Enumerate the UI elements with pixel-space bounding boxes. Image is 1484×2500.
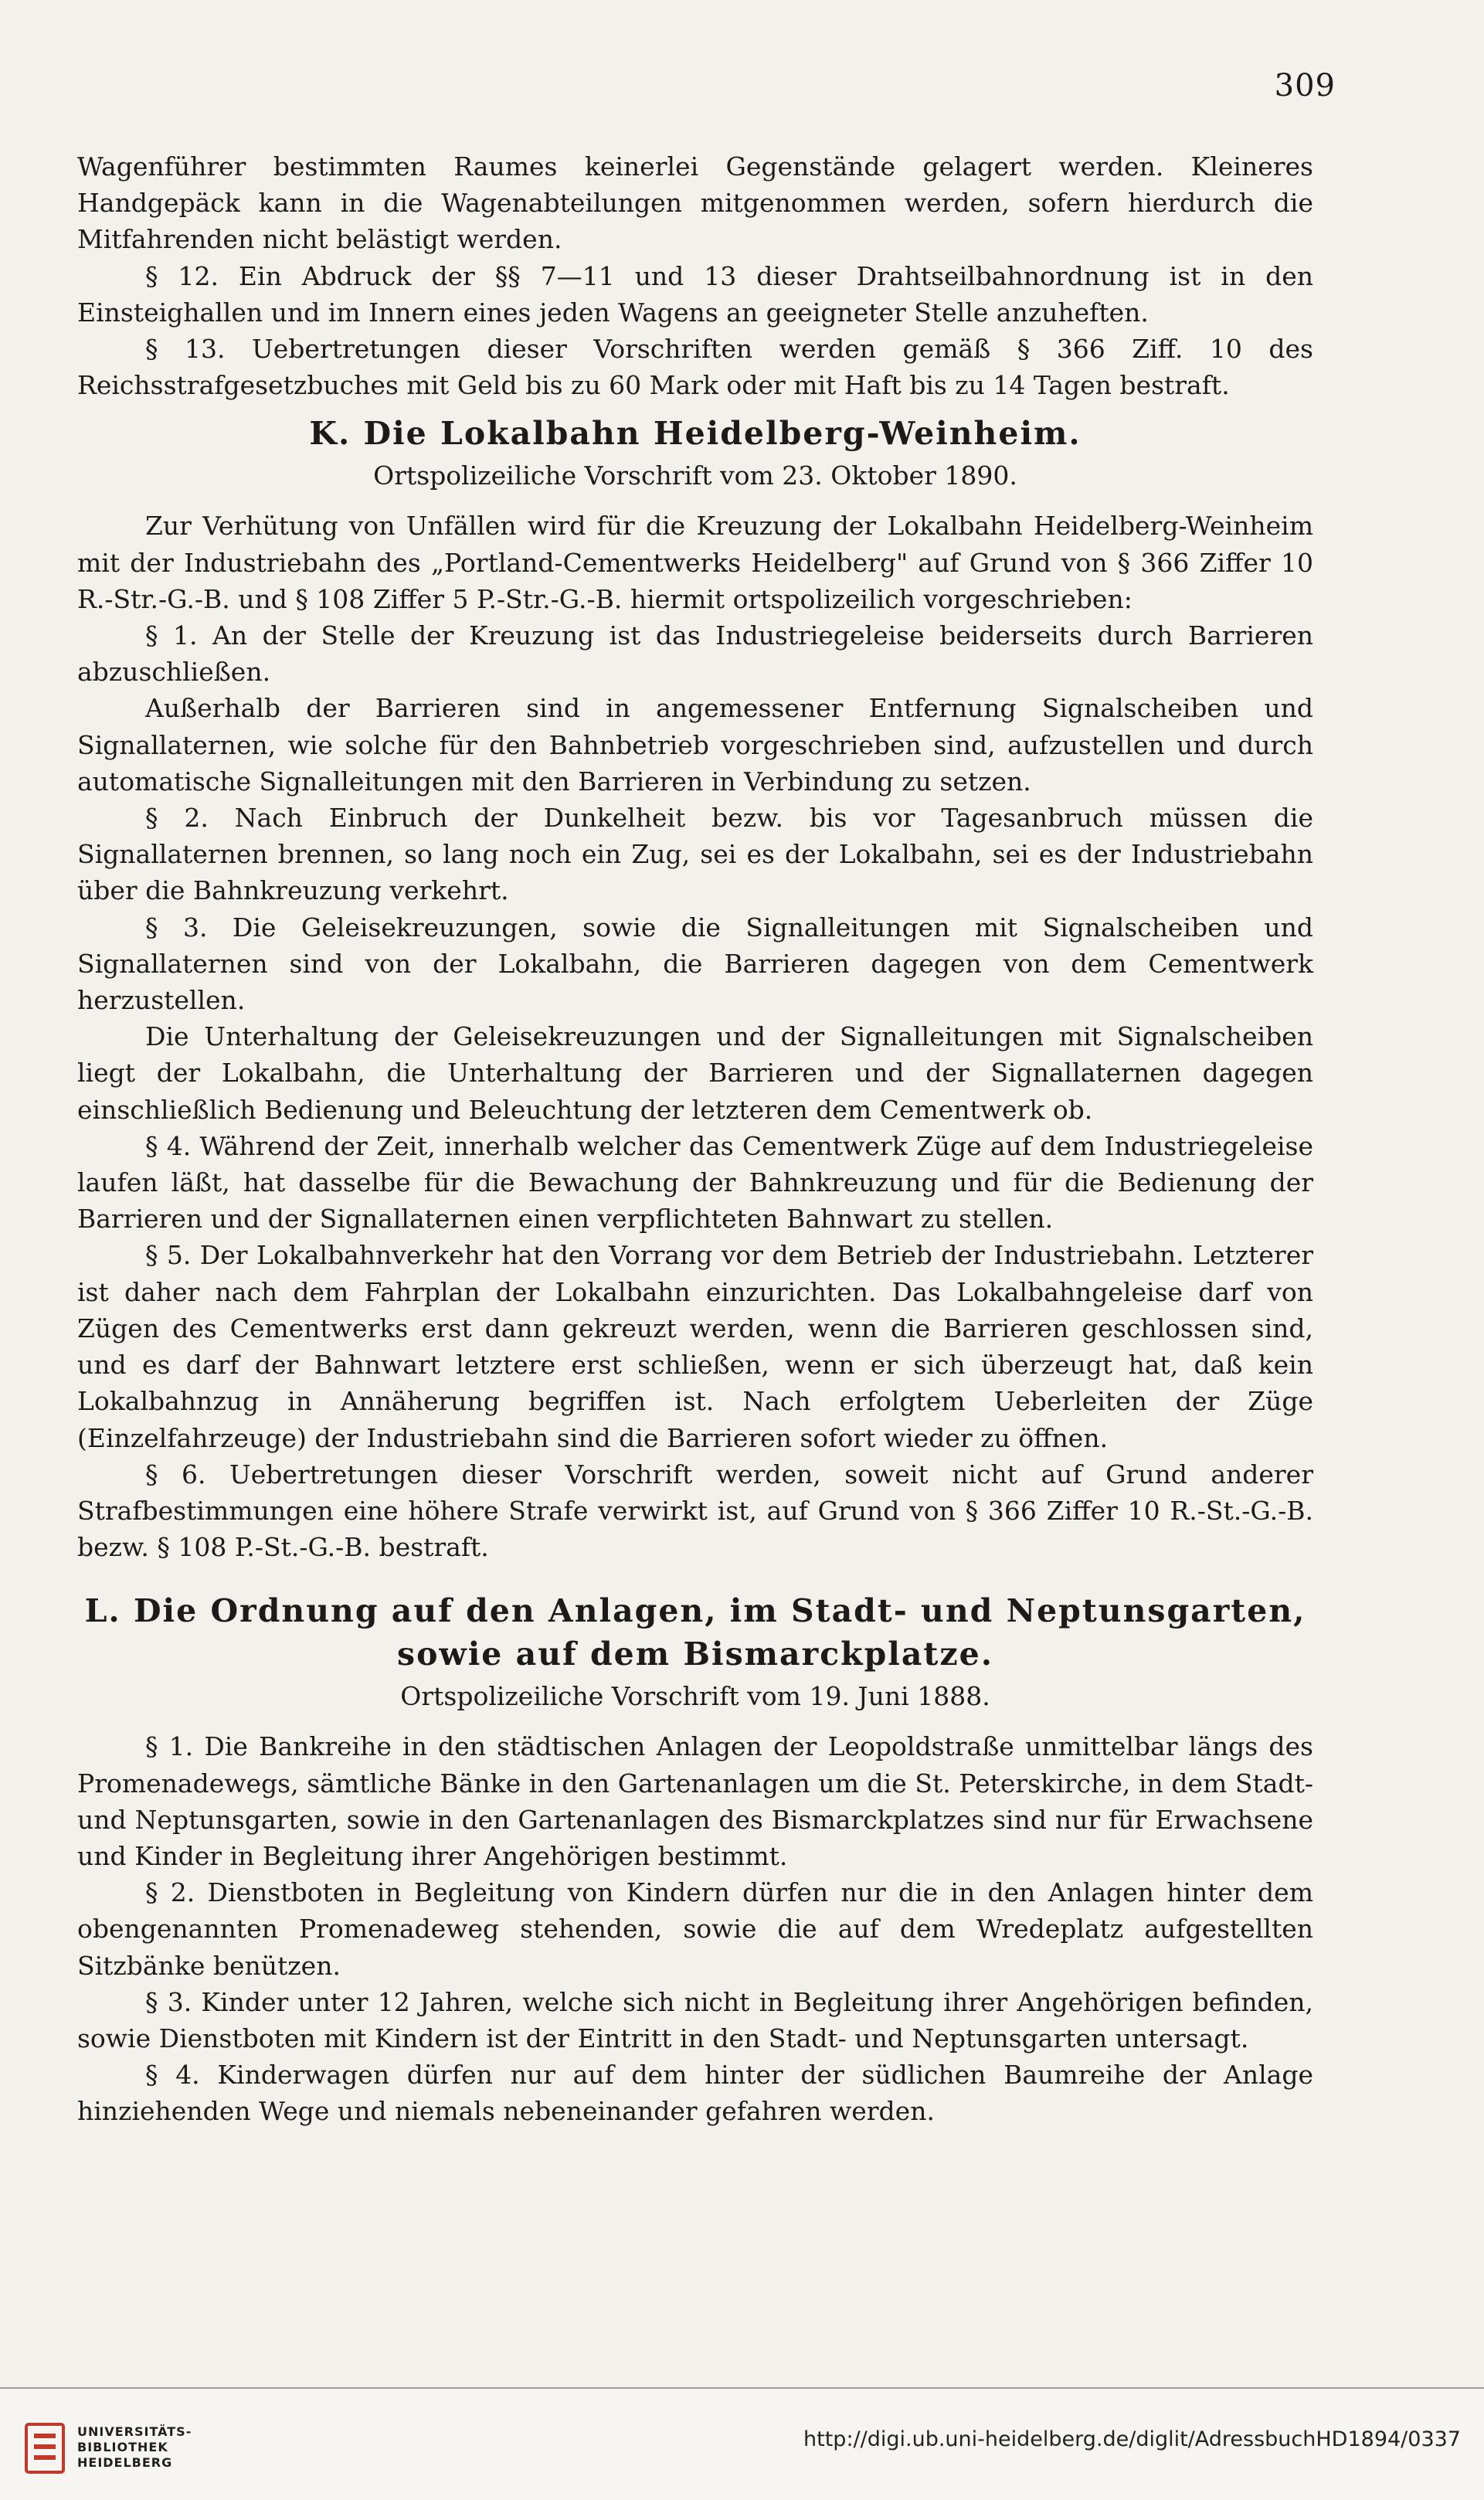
library-name: [77, 2424, 192, 2471]
library-name-line-1: UNIVERSITÄTS-: [77, 2424, 192, 2439]
section-l-para-3: § 3. Kinder unter 12 Jahren, welche sich nicht in Begleitung ihrer Angehörigen befinden, sowie Dienstboten mit Kindern ist der Eintritt in den Stadt- und Neptunsgarten untersagt.: [77, 1986, 1313, 2053]
footer-bar: [0, 2387, 1484, 2500]
section-l-para-1: § 1. Die Bankreihe in den städtischen Anlagen der Leopoldstraße unmittelbar längs des Promenadewegs, sämtliche Bänke in den Gartenanlagen um die St. Peterskirche, in dem Stadt- und Neptunsgarten, sowie in den Gartenanlagen des Bismarckplatzes sind nur für Erwachsene und Kinder in Begleitung ihrer Angehörigen bestimmt.: [77, 1731, 1313, 1871]
section-k-intro: Zur Verhütung von Unfällen wird für die Kreuzung der Lokalbahn Heidelberg-Weinheim mit der Industriebahn des „Portland-Cementwerks Heidelberg" auf Grund von § 366 Ziffer 10 R.-Str.-G.-B. und § 108 Ziffer 5 P.-Str.-G.-B. hiermit ortspolizeilich vorgeschrieben:: [77, 511, 1313, 614]
section-k-para-1: § 1. An der Stelle der Kreuzung ist das Industriegeleise beiderseits durch Barrieren abzuschließen.: [77, 620, 1313, 688]
section-l-para-2: § 2. Dienstboten in Begleitung von Kindern dürfen nur die in den Anlagen hinter dem obengenannten Promenadeweg stehenden, sowie die auf dem Wredeplatz aufgestellten Sitzbänke benützen.: [77, 1877, 1313, 1981]
footer-divider: [0, 2387, 1484, 2389]
paragraph-section-12: § 12. Ein Abdruck der §§ 7—11 und 13 dieser Drahtseilbahnordnung ist in den Einsteighallen und im Innern eines jeden Wagens an geeigneter Stelle anzuheften.: [77, 260, 1313, 328]
page-body: [77, 148, 1313, 2130]
section-k-para-5: § 5. Der Lokalbahnverkehr hat den Vorrang vor dem Betrieb der Industriebahn. Letzterer ist daher nach dem Fahrplan der Lokalbahn einzurichten. Das Lokalbahngeleise darf von Zügen des Cementwerks erst dann gekreuzt werden, wenn die Barrieren geschlossen sind, und es darf der Bahnwart letztere erst schließen, wenn er sich überzeugt hat, daß kein Lokalbahnzug in Annäherung begriffen ist. Nach erfolgtem Ueberleiten der Züge (Einzelfahrzeuge) der Industriebahn sind die Barrieren sofort wieder zu öffnen.: [77, 1240, 1313, 1453]
section-k-para-3: § 3. Die Geleisekreuzungen, sowie die Signalleitungen mit Signalscheiben und Signallaternen sind von der Lokalbahn, die Barrieren dagegen von dem Cementwerk herzustellen.: [77, 912, 1313, 1016]
section-k-para-2: § 2. Nach Einbruch der Dunkelheit bezw. bis vor Tagesanbruch müssen die Signallaternen brennen, so lang noch ein Zug, sei es der Lokalbahn, sei es der Industriebahn über die Bahnkreuzung verkehrt.: [77, 803, 1313, 906]
section-k-subtitle: Ortspolizeiliche Vorschrift vom 23. Oktober 1890.: [373, 460, 1017, 491]
section-l-title-line-1: L. Die Ordnung auf den Anlagen, im Stadt- und Neptunsgarten,: [84, 1592, 1306, 1630]
section-l-title-line-2: sowie auf dem Bismarckplatze.: [397, 1636, 993, 1673]
section-k-para-3b: Die Unterhaltung der Geleisekreuzungen und der Signalleitungen mit Signalscheiben liegt der Lokalbahn, die Unterhaltung der Barrieren und der Signallaternen dagegen einschließlich Bedienung und Beleuchtung der letzteren dem Cementwerk ob.: [77, 1021, 1313, 1125]
paragraph-intro: Wagenführer bestimmten Raumes keinerlei Gegenstände gelagert werden. Kleineres Handgepäck kann in die Wagenabteilungen mitgenommen werden, sofern hierdurch die Mitfahrenden nicht belästigt werden.: [77, 151, 1313, 255]
library-logo[interactable]: [23, 2410, 201, 2485]
library-seal-icon: [23, 2421, 66, 2475]
section-l-para-4: § 4. Kinderwagen dürfen nur auf dem hinter der südlichen Baumreihe der Anlage hinziehenden Wege und niemals nebeneinander gefahren werden.: [77, 2060, 1313, 2127]
library-name-line-2: BIBLIOTHEK: [77, 2440, 168, 2454]
paragraph-section-13: § 13. Uebertretungen dieser Vorschriften werden gemäß § 366 Ziff. 10 des Reichsstrafgesetzbuches mit Geld bis zu 60 Mark oder mit Haft bis zu 14 Tagen bestraft.: [77, 334, 1313, 401]
section-k-para-6: § 6. Uebertretungen dieser Vorschrift werden, soweit nicht auf Grund anderer Strafbestimmungen eine höhere Strafe verwirkt ist, auf Grund von § 366 Ziffer 10 R.-St.-G.-B. bezw. § 108 P.-St.-G.-B. bestraft.: [77, 1459, 1313, 1563]
section-k-title: K. Die Lokalbahn Heidelberg-Weinheim.: [309, 415, 1082, 453]
section-l-subtitle: Ortspolizeiliche Vorschrift vom 19. Juni 1888.: [400, 1681, 990, 1712]
section-k-para-4: § 4. Während der Zeit, innerhalb welcher das Cementwerk Züge auf dem Industriegeleise laufen läßt, hat dasselbe für die Bewachung der Bahnkreuzung und für die Bedienung der Barrieren und der Signallaternen einen verpflichteten Bahnwart zu stellen.: [77, 1130, 1313, 1235]
section-k-para-1b: Außerhalb der Barrieren sind in angemessener Entfernung Signalscheiben und Signallaternen, wie solche für den Bahnbetrieb vorgeschrieben sind, aufzustellen und durch automatische Signalleitungen mit den Barrieren in Verbindung zu setzen.: [77, 693, 1313, 797]
page-number: 309: [1274, 68, 1336, 104]
source-url-link[interactable]: http://digi.ub.uni-heidelberg.de/diglit/AdressbuchHD1894/0337: [803, 2427, 1461, 2451]
library-name-line-3: HEIDELBERG: [77, 2455, 173, 2470]
